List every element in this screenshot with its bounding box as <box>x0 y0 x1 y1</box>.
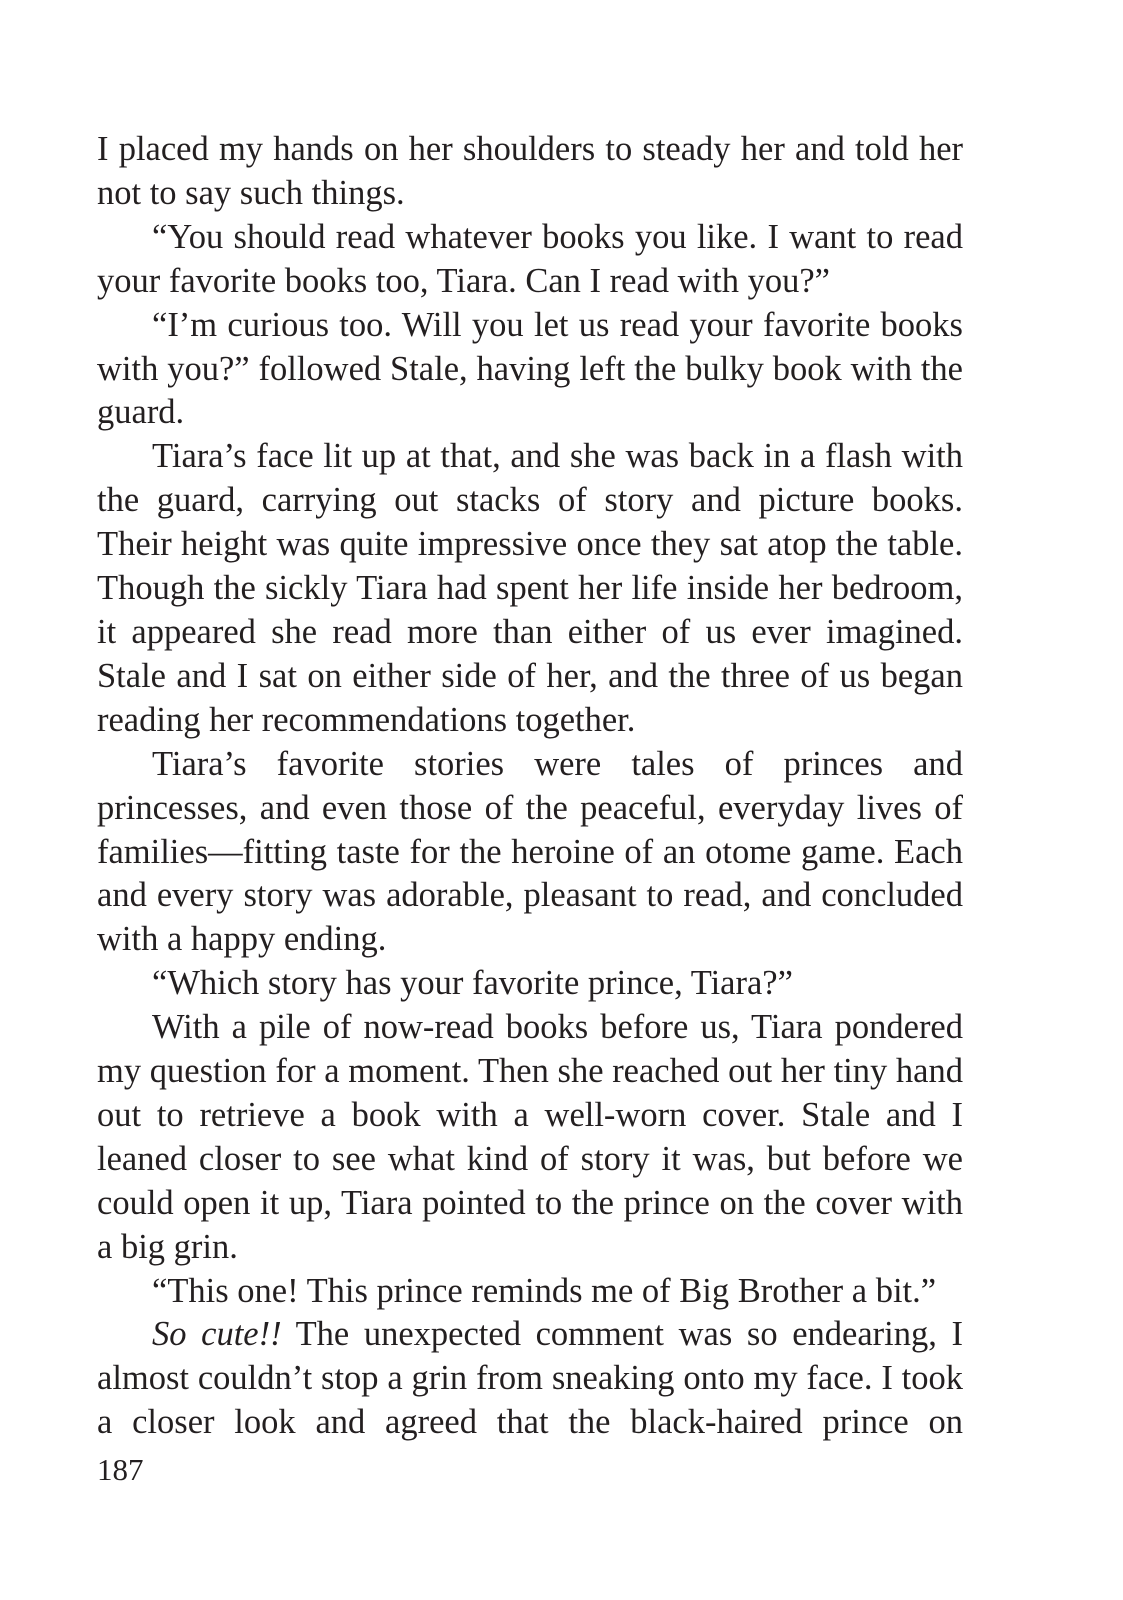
paragraph-5: Tiara’s favorite stories were tales of princes and princesses, and even those of the peaceful, everyday lives of families—fitting taste for the heroine of an otome game. Each and every story was adorable, pleasant to read, and concluded with a happy ending. <box>97 744 963 959</box>
paragraph-3: “I’m curious too. Will you let us read your favorite books with you?” followed Stale, having left the bulky book with the guard. <box>97 305 963 432</box>
paragraph-8: “This one! This prince reminds me of Big Brother a bit.” <box>152 1271 937 1310</box>
body-text <box>97 128 963 1445</box>
italic-exclamation: So cute!! <box>152 1315 282 1354</box>
paragraph-6: “Which story has your favorite prince, Tiara?” <box>152 964 793 1003</box>
paragraph-7: With a pile of now-read books before us, Tiara pondered my question for a moment. Then she reached out her tiny hand out to retrieve a book with a well-worn cover. Stale and I leaned closer to see what kind of story it was, but before we could open it up, Tiara pointed to the prince on the cover with a big grin. <box>97 1008 963 1266</box>
paragraph-2: “You should read whatever books you like. I want to read your favorite books too, Tiara. Can I read with you?” <box>97 217 963 300</box>
paragraph-9 <box>97 1313 963 1445</box>
paragraph-9-text: The unexpected comment was so endearing, I almost couldn’t stop a grin from sneaking onto my face. I took a closer look and agreed that the black-haired prince on <box>97 1315 963 1442</box>
paragraph-1: I placed my hands on her shoulders to steady her and told her not to say such things. <box>97 130 963 212</box>
page-number: 187 <box>97 1452 144 1487</box>
paragraph-4: Tiara’s face lit up at that, and she was back in a flash with the guard, carrying out stacks of story and picture books. Their height was quite impressive once they sat atop the table. Though the sickly Tiara had spent her life inside her bedroom, it appeared she read more than either of us ever imagined. Stale and I sat on either side of her, and the three of us began reading her recommendations together. <box>97 437 963 739</box>
